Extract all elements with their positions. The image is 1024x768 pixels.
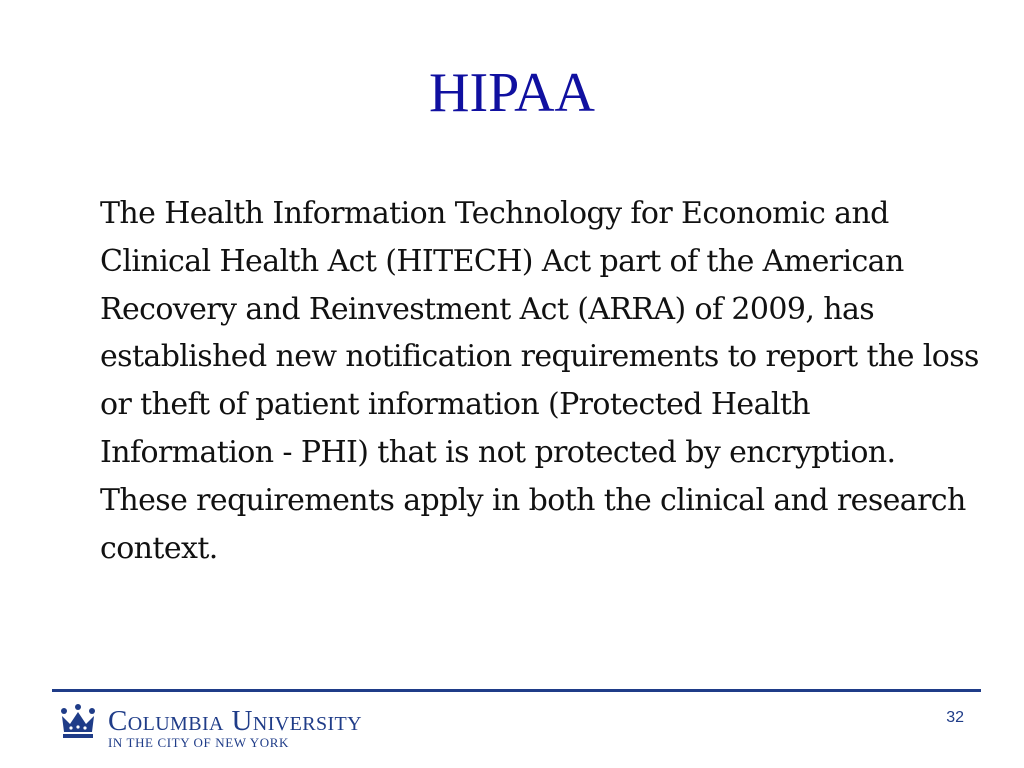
university-subtitle: IN THE CITY OF NEW YORK <box>108 735 289 750</box>
footer-divider <box>52 689 981 692</box>
slide-title: HIPAA <box>429 62 595 124</box>
columbia-logo <box>58 702 418 752</box>
page-number: 32 <box>946 709 964 726</box>
crown-icon <box>58 702 98 742</box>
university-name: Columbia University <box>108 705 363 737</box>
slide-body-text: The Health Information Technology for Economic and Clinical Health Act (HITECH) Act part of the American Recovery and Reinvestment Act (ARRA) of 2009, has established new notification requirements to report the loss or theft of patient information (Protected Health Information - PHI) that is not protected by encryption. These requirements apply in both the clinical and research context. <box>100 196 979 566</box>
